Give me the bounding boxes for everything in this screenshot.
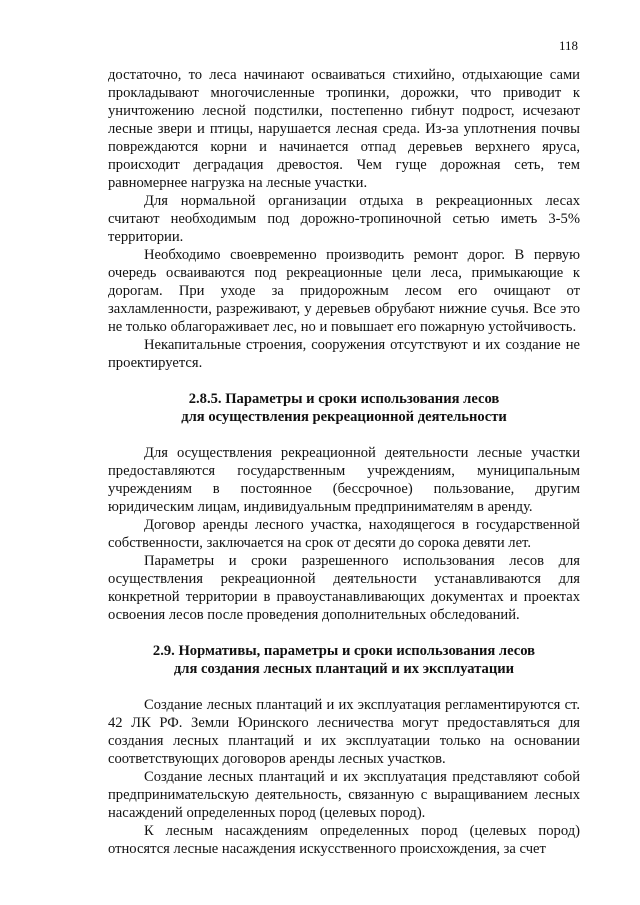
paragraph: Создание лесных плантаций и их эксплуатация регламентируются ст. 42 ЛК РФ. Земли Юринского лесничества могут предоставляться для создания лесных плантаций и их эксплуатации только на основании соответствующих договоров аренды лесных участков. xyxy=(108,697,580,767)
section-heading-2-9 xyxy=(108,642,580,678)
spacer xyxy=(108,426,580,444)
heading-line: для создания лесных плантаций и их эксплуатации xyxy=(173,661,515,677)
paragraph: Необходимо своевременно производить ремонт дорог. В первую очередь осваиваются под рекреационные цели леса, примыкающие к дорогам. При уходе за придорожным лесом его очищают от захламленности, разреживают, у деревьев обрубают нижние сучья. Все это не только облагораживает лес, но и повышает его пожарную устойчивость. xyxy=(108,247,580,335)
section-heading-2-8-5 xyxy=(108,390,580,426)
paragraph: достаточно, то леса начинают осваиваться стихийно, отдыхающие сами прокладывают многочисленные тропинки, дорожки, что приводит к уничтожению лесной подстилки, постепенно гибнут подрост, исчезают лесные звери и птицы, нарушается лесная среда. Из-за уплотнения почвы повреждаются корни и начинается отпад деревьев верхнего яруса, происходит деградация древостоя. Чем гуще дорожная сеть, тем равномернее нагрузка на лесные участки. xyxy=(108,67,580,191)
spacer xyxy=(108,678,580,696)
spacer xyxy=(108,624,580,642)
spacer xyxy=(108,372,580,390)
paragraph: Для осуществления рекреационной деятельности лесные участки предоставляются государственным учреждениям, муниципальным учреждениям в постоянное (бессрочное) пользование, другим юридическим лицам, индивидуальным предпринимателям в аренду. xyxy=(108,445,580,515)
paragraph: Для нормальной организации отдыха в рекреационных лесах считают необходимым под дорожно-тропиночной сетью иметь 3-5% территории. xyxy=(108,193,580,245)
paragraph: Создание лесных плантаций и их эксплуатация представляют собой предпринимательскую деятельность, связанную с выращиванием лесных насаждений определенных пород (целевых пород). xyxy=(108,769,580,821)
page-content xyxy=(108,66,580,858)
paragraph: К лесным насаждениям определенных пород (целевых пород) относятся лесные насаждения искусственного происхождения, за счет xyxy=(108,823,580,857)
page-number: 118 xyxy=(558,38,578,53)
heading-line: для осуществления рекреационной деятельности xyxy=(181,409,507,425)
paragraph: Договор аренды лесного участка, находящегося в государственной собственности, заключается на срок от десяти до сорока девяти лет. xyxy=(108,517,580,551)
heading-line: 2.8.5. Параметры и сроки использования лесов xyxy=(188,391,500,407)
heading-line: 2.9. Нормативы, параметры и сроки использования лесов xyxy=(152,643,536,659)
paragraph: Некапитальные строения, сооружения отсутствуют и их создание не проектируется. xyxy=(108,337,580,371)
paragraph: Параметры и сроки разрешенного использования лесов для осуществления рекреационной деятельности устанавливаются для конкретной территории в правоустанавливающих документах и проектах освоения лесов после проведения дополнительных обследований. xyxy=(108,553,580,623)
